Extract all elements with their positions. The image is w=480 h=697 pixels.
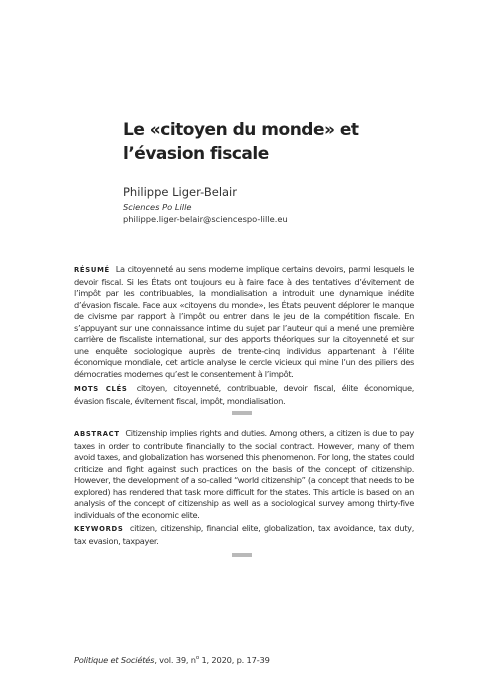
citation-volume: , vol. 39, n [154,655,196,665]
abstract-text: Citizenship implies rights and duties. Among others, a citizen is due to pay taxes in order to contribute financially to the social contract. However, many of them avoid taxes, and globalization has worsened this phenomenon. For long, the states could criticize and fight against such practices on the basis of the concept of citizenship. However, the development of a so-called “world citizenship” (a concept that needs to be explored) has rendered that task more difficult for the states. This article is based on an analysis of the concept of citizenship as well as a sociological survey among thirty-five individuals of the economic elite. [74,428,414,520]
keywords-paragraph [74,523,414,547]
author-block [123,184,453,225]
journal-citation [74,654,434,666]
mots-cles-paragraph [74,383,414,407]
section-divider [232,553,252,557]
keywords-label: KEYWORDS [74,525,124,533]
article-title: Le «citoyen du monde» et l’évasion fiscale [123,120,359,164]
abstract-paragraph [74,428,414,521]
journal-name: Politique et Sociétés [74,655,155,665]
resume-paragraph [74,264,414,380]
mots-cles-label: MOTS CLÉS [74,385,128,393]
mots-cles-text: citoyen, citoyenneté, contribuable, devoir fiscal, élite économique, évasion fiscale, évitement fiscal, impôt, mondialisation. [74,383,414,406]
abstract-label: ABSTRACT [74,430,120,438]
resume-label: RÉSUMÉ [74,266,110,274]
author-affiliation: Sciences Po Lille [123,202,192,212]
citation-number-sup: o [195,655,200,662]
section-divider [232,411,252,415]
resume-text: La citoyenneté au sens moderne implique certains devoirs, parmi lesquels le devoir fiscal. Si les États ont toujours eu à faire face à des tentatives d’évitement de l’impôt par les contribuables, la mondialisation a introduit une dynamique inédite d’évasion fiscale. Face aux «citoyens du monde», les États peuvent déplorer le manque de civisme par rapport à l’impôt ou entrer dans le jeu de la compétition fiscale. En s’appuyant sur une connaissance intime du sujet par l’auteur qui a mené une première carrière de fiscaliste international, sur des apports théoriques sur la citoyenneté et sur une enquête sociologique auprès de trente-cinq individus appartenant à l’élite économique mondiale, cet article analyse le cercle vicieux qui mine l’un des piliers des démocraties modernes qu’est le consentement à l’impôt. [74,264,414,379]
author-name: Philippe Liger-Belair [123,185,237,199]
citation-pages: 1, 2020, p. 17-39 [199,655,270,665]
keywords-text: citizen, citizenship, financial elite, globalization, tax avoidance, tax duty, tax evasion, taxpayer. [74,523,414,546]
author-email: philippe.liger-belair@sciencespo-lille.eu [123,214,288,224]
